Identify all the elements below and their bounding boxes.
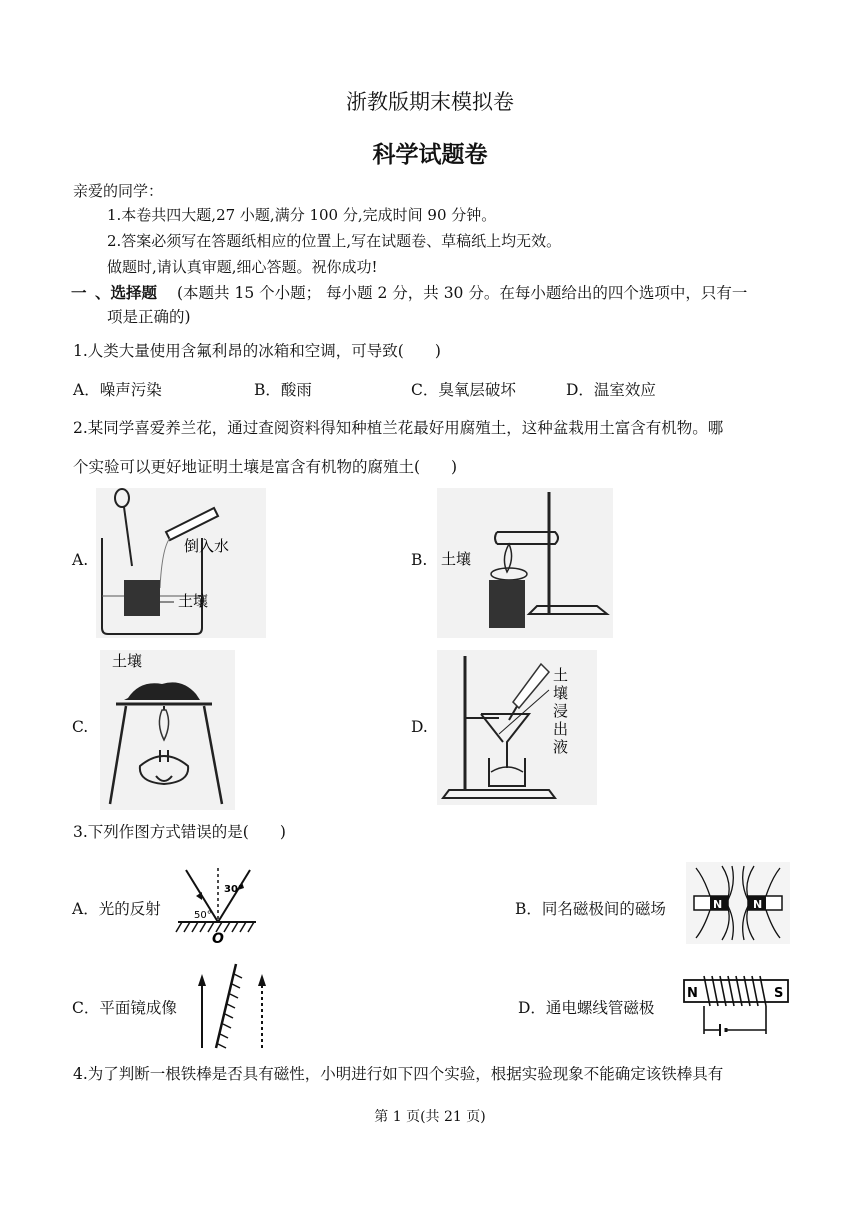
figure-light-reflection — [172, 862, 262, 944]
label-angle-1: 50° — [194, 910, 212, 921]
label-soil-liquid-char4: 出 — [553, 720, 569, 738]
greeting: 亲爱的同学： — [73, 182, 164, 200]
instruction-3: 做题时,请认真审题,细心答题。祝你成功! — [107, 258, 378, 276]
label-soil-a: 土壤 — [178, 592, 209, 610]
instruction-1: 1.本卷共四大题,27 小题,满分 100 分,完成时间 90 分钟。 — [107, 206, 497, 224]
section-description-cont: 项是正确的) — [107, 308, 191, 326]
q2-option-c: C. — [72, 718, 89, 736]
figure-beaker-water — [96, 488, 266, 638]
q3-option-d: D．通电螺线管磁极 — [518, 999, 655, 1017]
q1-option-d: D．温室效应 — [566, 381, 656, 399]
label-soil-liquid-char3: 浸 — [553, 702, 569, 720]
question-2-stem-line2: 个实验可以更好地证明土壤是富含有机物的腐殖土( ) — [73, 458, 458, 476]
question-2-stem-line1: 2.某同学喜爱养兰花，通过查阅资料得知种植兰花最好用腐殖土，这种盆栽用土富含有机物。哪 — [73, 419, 724, 437]
q3-option-a: A．光的反射 — [72, 900, 161, 918]
label-magnet-n-left: N — [713, 898, 723, 911]
label-soil-liquid-char5: 液 — [553, 738, 569, 756]
label-soil-liquid-char1: 土 — [553, 666, 569, 684]
q2-option-a: A. — [72, 551, 89, 569]
question-4-stem: 4.为了判断一根铁棒是否具有磁性，小明进行如下四个实验，根据实验现象不能确定该铁棒具有 — [73, 1065, 724, 1083]
label-soil-liquid-char2: 壤 — [553, 684, 569, 702]
label-pour-water: 倒入水 — [184, 537, 230, 555]
label-angle-2: 30° — [224, 884, 243, 895]
q3-option-c: C．平面镜成像 — [72, 999, 177, 1017]
label-soil-b: 土壤 — [441, 550, 472, 568]
label-magnet-n-right: N — [753, 898, 763, 911]
figure-like-poles-field — [686, 862, 790, 944]
section-description: (本题共 15 个小题； 每小题 2 分，共 30 分。在每小题给出的四个选项中，只有一 — [177, 284, 748, 302]
q2-option-d: D. — [411, 718, 428, 736]
q2-option-b: B. — [411, 551, 428, 569]
section-number: 一 — [71, 283, 87, 302]
section-title: 、选择题 — [95, 283, 158, 302]
question-3-stem: 3.下列作图方式错误的是( ) — [73, 823, 286, 841]
q1-option-b: B．酸雨 — [254, 381, 312, 399]
question-1-stem: 1.人类大量使用含氟利昂的冰箱和空调，可导致( ) — [73, 342, 441, 360]
exam-subtitle: 浙教版期末模拟卷 — [346, 90, 514, 114]
figure-solenoid — [682, 972, 790, 1042]
q1-option-a: A．噪声污染 — [73, 381, 162, 399]
page-footer: 第 1 页(共 21 页) — [374, 1109, 486, 1125]
instruction-2: 2.答案必须写在答题纸相应的位置上,写在试题卷、草稿纸上均无效。 — [107, 232, 562, 250]
figure-soil-tripod — [100, 650, 235, 810]
q1-option-c: C．臭氧层破坏 — [411, 381, 516, 399]
figure-filtration — [437, 650, 597, 805]
label-coil-n: N — [687, 986, 698, 1001]
label-point-o: O — [212, 931, 224, 944]
exam-title: 科学试题卷 — [372, 142, 488, 168]
label-coil-s: S — [774, 986, 784, 1001]
q3-option-b: B．同名磁极间的磁场 — [515, 900, 666, 918]
label-soil-c: 土壤 — [112, 652, 143, 670]
figure-plane-mirror — [190, 960, 272, 1052]
figure-soil-stand — [437, 488, 613, 638]
